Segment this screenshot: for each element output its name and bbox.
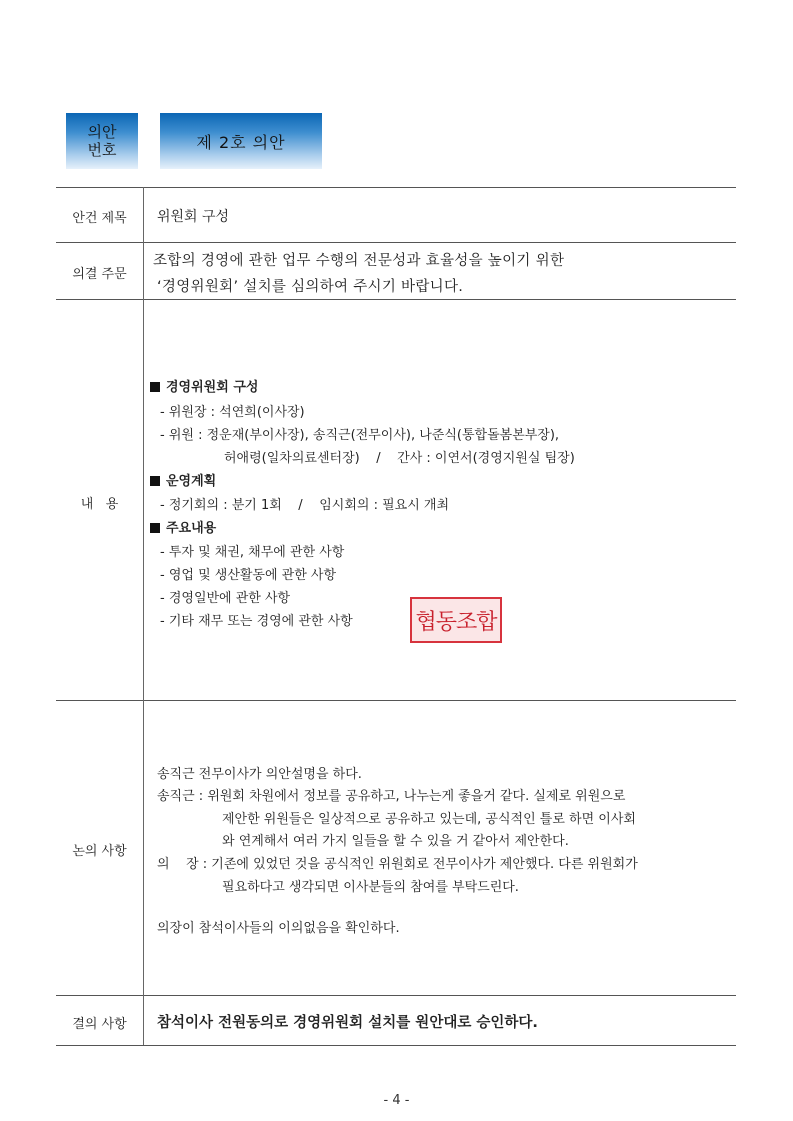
column-divider (143, 187, 144, 1045)
section1-line3: 허애령(일차의료센터장) / 간사 : 이연서(경영지원실 팀장) (224, 451, 575, 466)
discussion-line2: 송직근 : 위원회 차원에서 정보를 공유하고, 나누는게 좋을거 같다. 실제로 위원으로 (157, 789, 626, 804)
badge-label-line1: 의안 (87, 123, 117, 141)
section-heading (150, 470, 216, 489)
table-bottom-border (56, 1045, 736, 1046)
resolution-label: 의결 주문 (72, 267, 127, 282)
row-divider (56, 995, 736, 996)
badge-label-line2: 번호 (87, 141, 117, 159)
title-label: 안건 제목 (72, 211, 127, 226)
table-top-border (56, 187, 736, 188)
decision-value: 참석이사 전원동의로 경영위원회 설치를 원안대로 승인하다. (157, 1015, 538, 1031)
stamp-text: 협동조합 (415, 609, 497, 635)
discussion-line6: 필요하다고 생각되면 이사분들의 참여를 부탁드린다. (222, 880, 519, 895)
square-bullet-icon (150, 382, 160, 392)
section2-line1: - 정기회의 : 분기 1회 / 임시회의 : 필요시 개최 (160, 498, 450, 513)
agenda-number-value-badge (160, 113, 322, 169)
resolution-line1: 조합의 경영에 관한 업무 수행의 전문성과 효율성을 높이기 위한 (153, 253, 565, 269)
page-number: - 4 - (383, 1093, 410, 1108)
row-divider (56, 700, 736, 701)
title-value: 위원회 구성 (157, 209, 230, 225)
decision-label: 결의 사항 (72, 1017, 127, 1032)
section3-title: 주요내용 (166, 521, 217, 536)
section3-line2: - 영업 및 생산활동에 관한 사항 (160, 568, 337, 583)
discussion-line1: 송직근 전무이사가 의안설명을 하다. (157, 767, 362, 782)
section2-title: 운영계획 (166, 474, 217, 489)
row-divider (56, 299, 736, 300)
discussion-label: 논의 사항 (72, 844, 127, 859)
content-label: 내 용 (80, 497, 119, 512)
section1-line1: - 위원장 : 석연희(이사장) (160, 405, 305, 420)
official-seal-stamp (410, 597, 502, 643)
section1-line2: - 위원 : 정운재(부이사장), 송직근(전무이사), 나준식(통합돌봄본부장), (160, 428, 560, 443)
agenda-number-label-badge (66, 113, 138, 169)
section3-line4: - 기타 재무 또는 경영에 관한 사항 (160, 614, 353, 629)
section-heading (150, 517, 216, 536)
discussion-line5: 의 장 : 기존에 있었던 것을 공식적인 위원회로 전무이사가 제안했다. 다른 위원회가 (157, 857, 638, 872)
badge-value: 제 2호 의안 (196, 132, 286, 152)
discussion-line7: 의장이 참석이사들의 이의없음을 확인하다. (157, 921, 400, 936)
section1-title: 경영위원회 구성 (166, 380, 259, 395)
row-divider (56, 242, 736, 243)
discussion-line4: 와 연계해서 여러 가지 일들을 할 수 있을 거 같아서 제안한다. (222, 834, 569, 849)
square-bullet-icon (150, 523, 160, 533)
section3-line3: - 경영일반에 관한 사항 (160, 591, 291, 606)
discussion-line3: 제안한 위원들은 일상적으로 공유하고 있는데, 공식적인 틀로 하면 이사회 (222, 812, 636, 827)
square-bullet-icon (150, 476, 160, 486)
section3-line1: - 투자 및 채권, 채무에 관한 사항 (160, 545, 345, 560)
resolution-line2: ‘경영위원회’ 설치를 심의하여 주시기 바랍니다. (157, 279, 464, 295)
section-heading (150, 376, 258, 395)
